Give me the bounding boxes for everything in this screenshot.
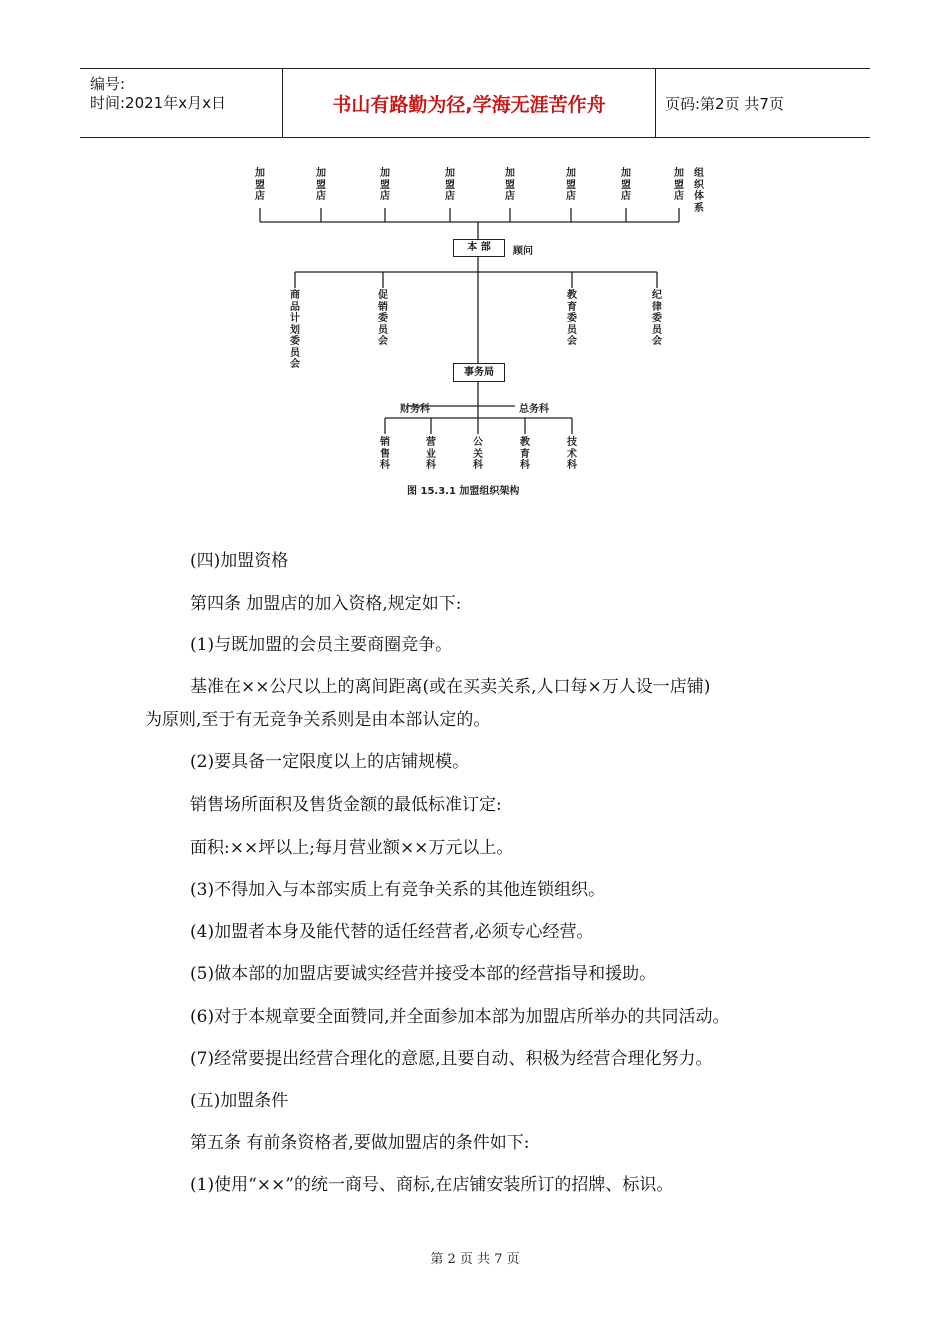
diagram-caption: 图 15.3.1 加盟组织架构 xyxy=(407,486,520,497)
paragraph: (3)不得加入与本部实质上有竞争关系的其他连锁组织。 xyxy=(190,880,606,900)
committee-node: 商品计划委员会 xyxy=(290,290,300,370)
side-label: 组织体系 xyxy=(694,168,704,214)
paragraph: 为原则,至于有无竞争关系则是由本部认定的。 xyxy=(145,710,491,730)
store-node: 加盟店 xyxy=(316,168,326,202)
number-label: 编号: xyxy=(90,75,126,93)
paragraph: 面积:××坪以上;每月营业额××万元以上。 xyxy=(190,838,514,858)
header-motto: 书山有路勤为径,学海无涯苦作舟 xyxy=(332,93,606,116)
department-node: 公关科 xyxy=(473,437,483,471)
department-node: 销售科 xyxy=(380,437,390,471)
paragraph: (1)与既加盟的会员主要商圈竞争。 xyxy=(190,635,453,655)
finance-label: 财务科 xyxy=(400,404,430,415)
committee-node: 促销委员会 xyxy=(378,290,388,347)
store-node: 加盟店 xyxy=(674,168,684,202)
committee-node: 纪律委员会 xyxy=(652,290,662,347)
department-node: 技术科 xyxy=(567,437,577,471)
page-footer: 第 2 页 共 7 页 xyxy=(430,1252,520,1267)
paragraph: (5)做本部的加盟店要诚实经营并接受本部的经营指导和援助。 xyxy=(190,964,657,984)
store-node: 加盟店 xyxy=(380,168,390,202)
paragraph: (1)使用“××”的统一商号、商标,在店铺安装所订的招牌、标识。 xyxy=(190,1175,674,1195)
page-header xyxy=(80,68,870,138)
paragraph: (6)对于本规章要全面赞同,并全面参加本部为加盟店所举办的共同活动。 xyxy=(190,1007,730,1027)
general-affairs-label: 总务科 xyxy=(519,404,549,415)
paragraph: 基准在××公尺以上的离间距离(或在买卖关系,人口每×万人设一店铺) xyxy=(190,677,711,697)
article-heading: 第五条 有前条资格者,要做加盟店的条件如下: xyxy=(190,1133,530,1153)
store-node: 加盟店 xyxy=(566,168,576,202)
time-label: 时间:2021年x月x日 xyxy=(90,94,226,112)
header-page-info: 页码:第2页 共7页 xyxy=(665,94,784,113)
store-node: 加盟店 xyxy=(505,168,515,202)
paragraph: (4)加盟者本身及能代替的适任经营者,必须专心经营。 xyxy=(190,922,594,942)
office-node: 事务局 xyxy=(453,363,505,382)
committee-node: 教育委员会 xyxy=(567,290,577,347)
advisor-label: 顾问 xyxy=(513,246,533,257)
paragraph: (2)要具备一定限度以上的店铺规模。 xyxy=(190,752,470,772)
article-heading: 第四条 加盟店的加入资格,规定如下: xyxy=(190,594,462,614)
store-node: 加盟店 xyxy=(621,168,631,202)
org-chart xyxy=(235,160,715,500)
department-node: 营业科 xyxy=(426,437,436,471)
paragraph: (7)经常要提出经营合理化的意愿,且要自动、积极为经营合理化努力。 xyxy=(190,1049,713,1069)
section-heading: (四)加盟资格 xyxy=(190,551,289,571)
header-meta xyxy=(80,69,282,137)
store-node: 加盟店 xyxy=(445,168,455,202)
header-divider xyxy=(655,69,656,137)
department-node: 教育科 xyxy=(520,437,530,471)
store-node: 加盟店 xyxy=(255,168,265,202)
hq-node: 本 部 xyxy=(453,239,505,257)
paragraph: 销售场所面积及售货金额的最低标准订定: xyxy=(190,795,502,815)
section-heading: (五)加盟条件 xyxy=(190,1091,289,1111)
